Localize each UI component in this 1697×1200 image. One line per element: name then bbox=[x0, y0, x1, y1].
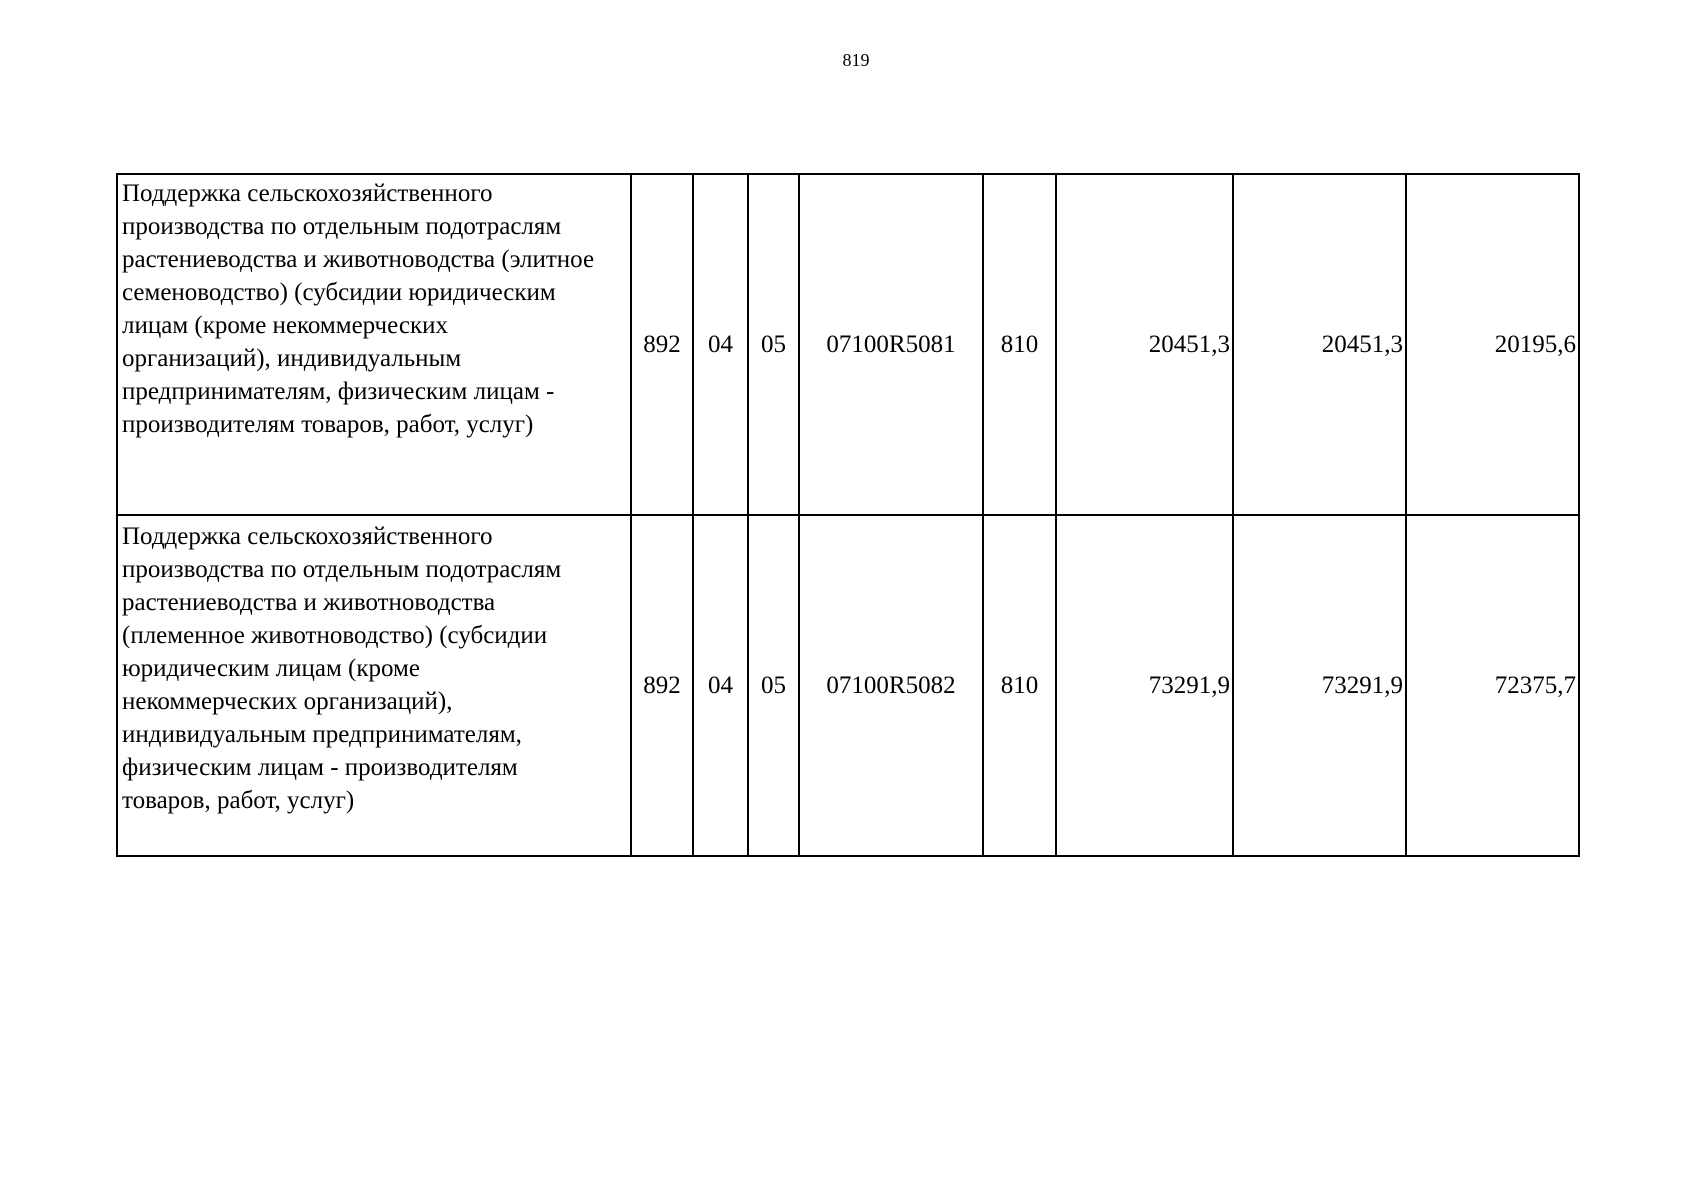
expense-description-cell: Поддержка сельскохозяйственного производства по отдельным подотраслям растениеводства и животноводства (племенное животноводство) (субсидии юридическим лицам (кроме некоммерческих организаций), индивидуальным предпринимателям, физическим лицам - производителям товаров, работ, услуг) bbox=[117, 515, 631, 856]
ministry-code-cell: 892 bbox=[631, 515, 693, 856]
expense-description-cell: Поддержка сельскохозяйственного производства по отдельным подотраслям растениеводства и животноводства (элитное семеноводство) (субсидии юридическим лицам (кроме некоммерческих организаций), индивидуальным предпринимателям, физическим лицам - производителям товаров, работ, услуг) bbox=[117, 174, 631, 515]
page-number: 819 bbox=[842, 50, 870, 70]
section-code-cell: 04 bbox=[693, 174, 748, 515]
amount-2-cell: 20451,3 bbox=[1233, 174, 1406, 515]
amount-1-cell: 20451,3 bbox=[1056, 174, 1233, 515]
subsection-code-cell: 05 bbox=[748, 174, 799, 515]
table-row bbox=[117, 174, 1579, 515]
section-code-cell: 04 bbox=[693, 515, 748, 856]
target-article-cell: 07100R5081 bbox=[799, 174, 983, 515]
ministry-code-cell: 892 bbox=[631, 174, 693, 515]
amount-3-cell: 72375,7 bbox=[1406, 515, 1579, 856]
table-row bbox=[117, 515, 1579, 856]
expense-type-cell: 810 bbox=[983, 515, 1056, 856]
amount-1-cell: 73291,9 bbox=[1056, 515, 1233, 856]
amount-3-cell: 20195,6 bbox=[1406, 174, 1579, 515]
expense-type-cell: 810 bbox=[983, 174, 1056, 515]
target-article-cell: 07100R5082 bbox=[799, 515, 983, 856]
subsection-code-cell: 05 bbox=[748, 515, 799, 856]
budget-table bbox=[116, 173, 1580, 857]
amount-2-cell: 73291,9 bbox=[1233, 515, 1406, 856]
